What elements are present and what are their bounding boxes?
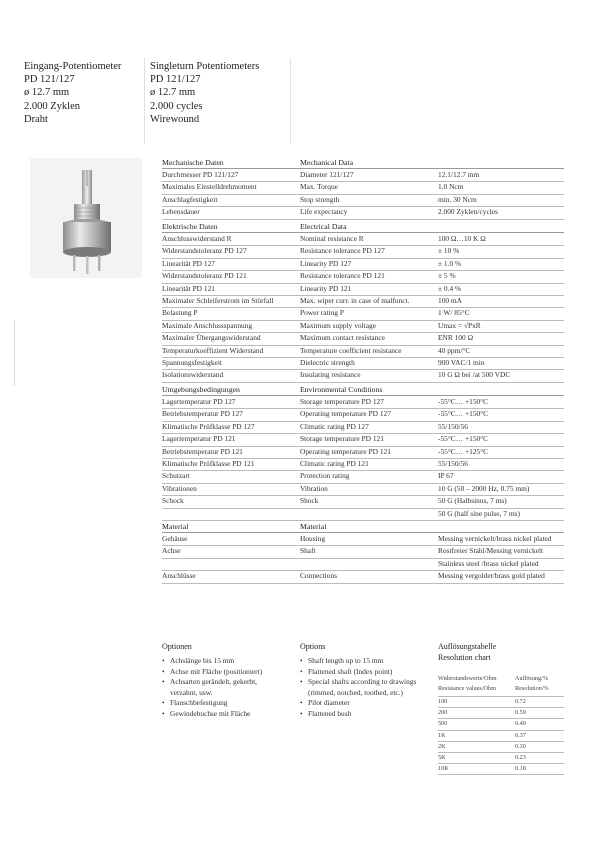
material-cell-val: Stainless steel /brass nickel plated: [438, 558, 539, 568]
mechanical-row: [162, 206, 564, 219]
electrical-cell-en: Power rating P: [300, 308, 344, 318]
options-list-en: [300, 656, 436, 720]
header-divider: [144, 58, 145, 144]
resolution-row: [438, 753, 564, 764]
resolution-resistance: 1K: [438, 731, 446, 739]
material-row: [162, 533, 564, 546]
resolution-row: [438, 742, 564, 753]
option-item: • Achsarten gerändelt, gekerbt, verzahnt, usw.: [162, 677, 294, 698]
resolution-resistance: 5K: [438, 753, 446, 761]
electrical-cell-de: Maximaler Übergangswiderstand: [162, 333, 261, 343]
environmental-row: [162, 458, 564, 471]
electrical-cell-en: Linearity PD 127: [300, 258, 352, 268]
electrical-cell-val: ± 5 %: [438, 271, 456, 281]
resolution-row: [438, 697, 564, 708]
option-item: • Flattened shaft (Index point): [300, 667, 436, 678]
electrical-cell-val: 100 Ω…10 K Ω: [438, 234, 486, 243]
electrical-cell-de: Isolationswiderstand: [162, 370, 224, 380]
electrical-row: [162, 357, 564, 370]
electrical-title-en: Electrical Data: [300, 222, 347, 231]
electrical-row: [162, 369, 564, 382]
mechanical-cell-en: Diameter 121/127: [300, 170, 354, 179]
resolution-table: [438, 674, 564, 775]
environmental-title-en: Environmental Conditions: [300, 385, 383, 394]
material-row: [162, 570, 564, 583]
environmental-cell-en: Vibration: [300, 483, 328, 493]
environmental-row: [162, 408, 564, 421]
electrical-cell-en: Linearity PD 121: [300, 283, 352, 293]
electrical-cell-val: ± 10 %: [438, 246, 460, 256]
electrical-cell-val: 1 W/ 85°C: [438, 308, 470, 318]
res-head-left-1: Widerstandswerte/Ohm: [438, 675, 497, 682]
environmental-cell-de: Betriebstemperatur PD 121: [162, 446, 243, 456]
electrical-row: [162, 320, 564, 333]
resolution-header: [438, 674, 564, 697]
mechanical-row: [162, 181, 564, 194]
mechanical-cell-val: min. 30 Ncm: [438, 194, 477, 204]
material-row: [162, 545, 564, 558]
material-cell-de: Gehäuse: [162, 534, 188, 543]
environmental-row: [162, 421, 564, 434]
margin-mark: [14, 320, 15, 386]
mechanical-cell-val: 1.0 Ncm: [438, 182, 464, 192]
material-cell-val: Messing vergoldet/brass gold plated: [438, 571, 545, 581]
option-item: • Pilot diameter: [300, 698, 436, 709]
environmental-row: [162, 483, 564, 496]
electrical-cell-val: ± 1.0 %: [438, 258, 462, 268]
resolution-row: [438, 764, 564, 775]
environmental-cell-val: 50 G (Halbsinus, 7 ms): [438, 496, 507, 506]
electrical-title-de: Elektrische Daten: [162, 222, 218, 231]
electrical-row: [162, 258, 564, 271]
option-item: • Special shafts according to drawings (rimmed, notched, toothed, etc.): [300, 677, 436, 698]
electrical-cell-en: Maximum contact resistance: [300, 333, 385, 343]
option-item: • Flattened bush: [300, 709, 436, 720]
option-item: • Achslänge bis 15 mm: [162, 656, 294, 667]
resolution-value: 0.72: [515, 698, 526, 705]
mechanical-cell-en: Max. Torque: [300, 182, 338, 192]
environmental-cell-de: Schutzart: [162, 471, 190, 481]
mechanical-cell-de: Maximales Einstelldrehmoment: [162, 182, 257, 192]
electrical-cell-de: Temperaturkoeffizient Widerstand: [162, 345, 264, 355]
resolution-value: 0.37: [515, 731, 526, 739]
environmental-cell-val: 50 G (half sine pulse, 7 ms): [438, 508, 520, 518]
environmental-cell-val: -55°C… +150°C: [438, 397, 489, 406]
resolution-resistance: 200: [438, 709, 448, 717]
mechanical-row: [162, 194, 564, 207]
environmental-row: [162, 446, 564, 459]
electrical-row: [162, 233, 564, 246]
electrical-cell-val: ± 0.4 %: [438, 283, 462, 293]
mechanical-cell-val: 12.1/12.7 mm: [438, 170, 480, 179]
environmental-row: [162, 470, 564, 483]
material-title-de: Material: [162, 522, 189, 531]
environmental-cell-val: -55°C… +125°C: [438, 446, 489, 456]
environmental-row: [162, 508, 564, 521]
environmental-cell-val: IP 67: [438, 471, 454, 481]
electrical-cell-de: Belastung P: [162, 308, 198, 318]
mechanical-cell-en: Life expectancy: [300, 207, 348, 217]
header-german: Eingang-Potentiometer PD 121/127 ø 12.7 mm 2.000 Zyklen Draht: [24, 61, 122, 125]
electrical-row: [162, 345, 564, 358]
electrical-cell-val: 100 mA: [438, 296, 463, 305]
material-cell-en: Shaft: [300, 546, 316, 556]
electrical-cell-val: 900 VAC/1 min: [438, 358, 485, 367]
material-cell-en: Housing: [300, 534, 326, 543]
electrical-row: [162, 307, 564, 320]
electrical-cell-en: Max. wiper curr. in case of malfunct.: [300, 296, 410, 305]
resolution-resistance: 500: [438, 720, 448, 728]
res-head-right-2: Resolution/%: [515, 685, 549, 692]
environmental-row: [162, 396, 564, 409]
header-english: Singleturn Potentiometers PD 121/127 ø 12.7 mm 2.000 cycles Wirewound: [150, 61, 260, 125]
resolution-title: Auflösungstabelle Resolution chart: [438, 642, 497, 662]
resolution-value: 0.18: [515, 765, 526, 773]
electrical-row: [162, 270, 564, 283]
electrical-cell-de: Spannungsfestigkeit: [162, 358, 222, 367]
environmental-cell-en: Storage temperature PD 121: [300, 434, 384, 444]
options-title-en: Options: [300, 642, 326, 651]
options-title-de: Optionen: [162, 642, 192, 651]
option-item: • Achse mit Fläche (positioniert): [162, 667, 294, 678]
material-cell-val: Messing vernickelt/brass nickel plated: [438, 534, 552, 543]
environmental-row: [162, 433, 564, 446]
resolution-resistance: 10K: [438, 765, 449, 773]
electrical-cell-en: Dielectric strength: [300, 358, 355, 367]
resolution-value: 0.59: [515, 709, 526, 717]
environmental-cell-de: Klimatische Prüfklasse PD 121: [162, 459, 255, 468]
electrical-cell-de: Maximaler Schleiferstrom im Störfall: [162, 296, 274, 305]
environmental-cell-de: Lagertemperatur PD 121: [162, 434, 236, 444]
electrical-cell-de: Widerstandstoleranz PD 121: [162, 271, 247, 281]
environmental-cell-val: 10 G (50 – 2000 Hz, 0.75 mm): [438, 483, 530, 493]
electrical-cell-en: Nominal resistance R: [300, 234, 364, 243]
option-item: • Flanschbefestigung: [162, 698, 294, 709]
mechanical-cell-val: 2.000 Zyklen/cycles: [438, 207, 498, 217]
environmental-cell-val: 55/150/56: [438, 459, 468, 468]
environmental-cell-de: Betriebstemperatur PD 127: [162, 409, 243, 419]
environmental-cell-val: -55°C… +150°C: [438, 434, 489, 444]
electrical-cell-val: 40 ppm/°C: [438, 345, 471, 355]
resolution-resistance: 100: [438, 698, 448, 705]
environmental-cell-val: -55°C… +150°C: [438, 409, 489, 419]
environmental-row: [162, 495, 564, 508]
electrical-cell-en: Resistance tolerance PD 121: [300, 271, 385, 281]
material-cell-de: Anschlüsse: [162, 571, 196, 581]
electrical-cell-de: Linearität PD 127: [162, 258, 215, 268]
resolution-row: [438, 719, 564, 730]
environmental-cell-en: Climatic rating PD 127: [300, 421, 369, 431]
electrical-row: [162, 295, 564, 308]
electrical-cell-en: Temperature coefficient resistance: [300, 345, 402, 355]
product-photo: [30, 158, 142, 278]
material-cell-de: Achse: [162, 546, 181, 556]
electrical-cell-en: Maximum supply voltage: [300, 320, 376, 330]
environmental-cell-de: Lagertemperatur PD 127: [162, 397, 236, 406]
environmental-cell-de: Klimatische Prüfklasse PD 127: [162, 421, 255, 431]
electrical-row: [162, 245, 564, 258]
environmental-cell-en: Shock: [300, 496, 319, 506]
electrical-row: [162, 283, 564, 296]
mechanical-row: [162, 169, 564, 182]
resolution-row: [438, 731, 564, 742]
environmental-cell-en: Operating temperature PD 121: [300, 446, 391, 456]
material-cell-val: Rostfreier Stahl/Messing vernickelt: [438, 546, 544, 556]
material-title-en: Material: [300, 522, 327, 531]
options-list-de: [162, 656, 294, 720]
resolution-value: 0.30: [515, 742, 526, 750]
res-head-left-2: Resistance values/Ohm: [438, 685, 496, 692]
environmental-cell-en: Operating temperature PD 127: [300, 409, 391, 419]
resolution-value: 0.49: [515, 720, 526, 728]
electrical-cell-de: Anschlusswiderstand R: [162, 234, 232, 243]
environmental-cell-val: 55/150/56: [438, 421, 468, 431]
environmental-cell-de: Schock: [162, 496, 184, 506]
electrical-cell-en: Insulating resistance: [300, 370, 361, 380]
electrical-cell-en: Resistance tolerance PD 127: [300, 246, 385, 256]
environmental-cell-en: Climatic rating PD 121: [300, 459, 369, 468]
environmental-cell-en: Protection rating: [300, 471, 350, 481]
environmental-cell-en: Storage temperature PD 127: [300, 397, 384, 406]
option-item: • Gewindebuchse mit Fläche: [162, 709, 294, 720]
resolution-row: [438, 708, 564, 719]
resolution-value: 0.23: [515, 753, 526, 761]
electrical-cell-de: Maximale Anschlussspannung: [162, 320, 253, 330]
mechanical-cell-de: Lebensdauer: [162, 207, 200, 217]
material-cell-en: Connections: [300, 571, 337, 581]
resolution-resistance: 2K: [438, 742, 446, 750]
material-row: [162, 558, 564, 571]
electrical-cell-de: Widerstandstoleranz PD 127: [162, 246, 247, 256]
electrical-cell-de: Linearität PD 121: [162, 283, 215, 293]
electrical-cell-val: 10 G Ω bei /at 500 VDC: [438, 370, 511, 380]
environmental-cell-de: Vibrationen: [162, 483, 197, 493]
environmental-title-de: Umgebungsbedingungen: [162, 385, 240, 394]
electrical-row: [162, 332, 564, 345]
mechanical-cell-de: Durchmesser PD 121/127: [162, 170, 239, 179]
option-item: • Shaft length up to 15 mm: [300, 656, 436, 667]
header-divider-right: [290, 58, 291, 144]
electrical-cell-val: ENR 100 Ω: [438, 333, 474, 343]
mechanical-title-en: Mechanical Data: [300, 158, 354, 167]
mechanical-cell-en: Stop strength: [300, 194, 340, 204]
mechanical-cell-de: Anschlagfestigkeit: [162, 194, 218, 204]
res-head-right-1: Auflösung/%: [515, 675, 548, 682]
mechanical-title-de: Mechanische Daten: [162, 158, 224, 167]
electrical-cell-val: Umax = √PxR: [438, 320, 481, 330]
